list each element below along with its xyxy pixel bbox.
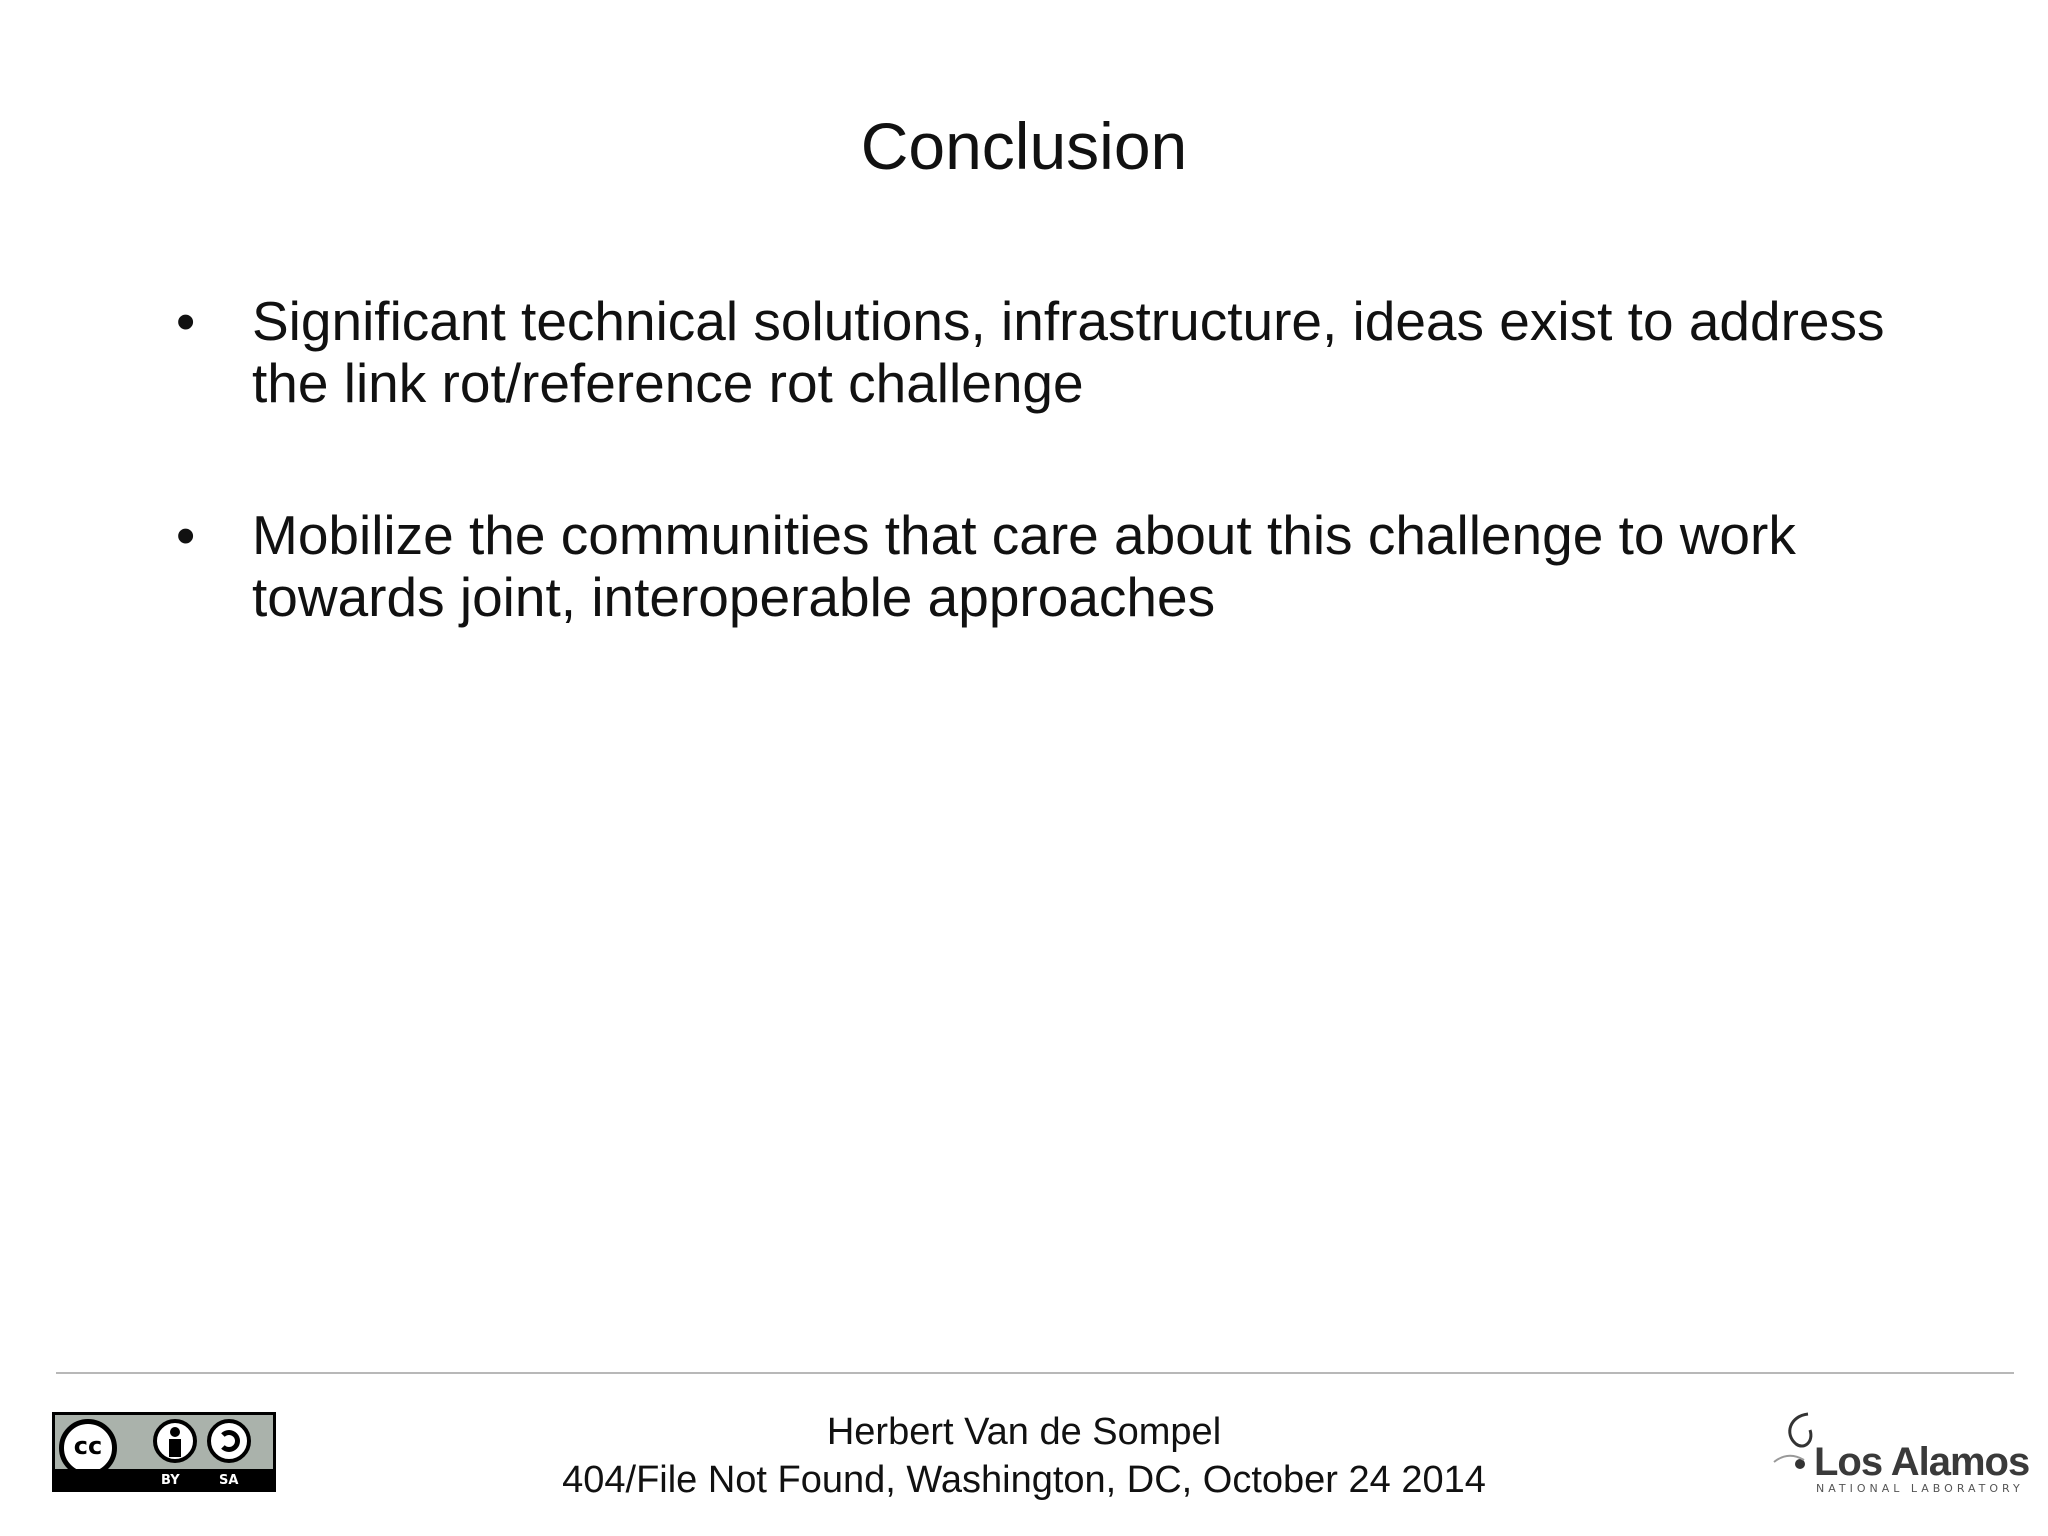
bullet-item bbox=[170, 504, 1890, 628]
bullet-item bbox=[170, 290, 1890, 414]
footer-divider bbox=[56, 1372, 2014, 1374]
footer-credit bbox=[400, 1408, 1648, 1504]
bullet-list bbox=[170, 290, 1890, 718]
logo-subtitle: NATIONAL LABORATORY bbox=[1816, 1482, 2024, 1495]
share-alike-icon bbox=[207, 1419, 251, 1463]
sa-label: SA bbox=[219, 1473, 239, 1488]
footer-event: 404/File Not Found, Washington, DC, October 24 2014 bbox=[562, 1459, 1486, 1501]
bullet-marker: • bbox=[176, 504, 196, 566]
cc-license-badge bbox=[52, 1412, 276, 1492]
bullet-marker: • bbox=[176, 290, 196, 352]
slide-title: Conclusion bbox=[860, 109, 1188, 183]
attribution-icon bbox=[153, 1419, 197, 1463]
bullet-text: Significant technical solutions, infrastructure, ideas exist to address the link rot/reference rot challenge bbox=[252, 290, 1885, 414]
bullet-text: Mobilize the communities that care about this challenge to work towards joint, interoperable approaches bbox=[252, 504, 1796, 628]
los-alamos-logo bbox=[1770, 1404, 2030, 1495]
footer-author: Herbert Van de Sompel bbox=[826, 1411, 1222, 1453]
by-label: BY bbox=[161, 1473, 180, 1488]
logo-name: Los Alamos bbox=[1814, 1440, 2030, 1484]
cc-label: cc bbox=[73, 1432, 103, 1460]
